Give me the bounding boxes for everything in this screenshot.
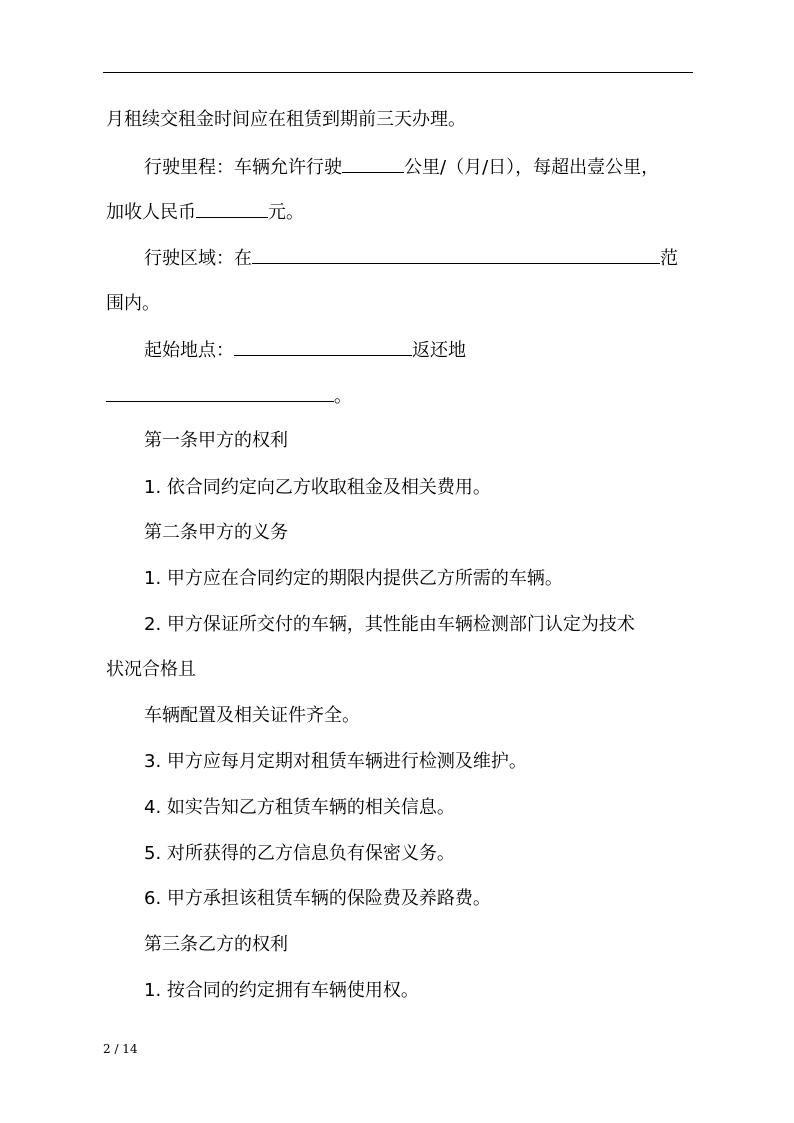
clause-item-continued (106, 659, 196, 681)
text: 第三条乙方的权利 (144, 934, 288, 955)
text: 1. 甲方应在合同约定的期限内提供乙方所需的车辆。 (144, 568, 563, 589)
paragraph-mileage-fee (106, 201, 304, 224)
text: 1. 依合同约定向乙方收取租金及相关费用。 (144, 477, 491, 498)
text: 起始地点： (144, 340, 234, 361)
paragraph-region-end (106, 293, 160, 315)
clause-item-continued (144, 705, 360, 727)
blank-return-location (106, 385, 334, 402)
clause-item (144, 888, 491, 910)
text: 返还地 (412, 340, 466, 361)
clause-item (144, 980, 419, 1002)
text: 第一条甲方的权利 (144, 430, 288, 451)
section-heading-party-a-obligations (144, 522, 288, 544)
text: 第二条甲方的义务 (144, 522, 288, 543)
clause-item (144, 568, 563, 590)
text: 公里/（月/日），每超出壹公里， (404, 157, 660, 178)
text: 2. 甲方保证所交付的车辆，其性能由车辆检测部门认定为技术 (144, 614, 635, 635)
text: 元。 (268, 202, 304, 223)
blank-region (252, 247, 660, 264)
text: 6. 甲方承担该租赁车辆的保险费及养路费。 (144, 888, 491, 909)
blank-mileage (342, 156, 404, 173)
text: 。 (334, 386, 352, 407)
text: 范 (660, 248, 678, 269)
clause-item (144, 614, 635, 636)
paragraph-return-location (106, 385, 352, 408)
text: 1. 按合同的约定拥有车辆使用权。 (144, 980, 419, 1001)
blank-start-location (234, 339, 412, 356)
section-heading-party-a-rights (144, 430, 288, 452)
text: 行驶里程：车辆允许行驶 (144, 157, 342, 178)
section-heading-party-b-rights (144, 934, 288, 956)
clause-item (144, 751, 527, 773)
page-number: 2 / 14 (103, 1042, 138, 1056)
text: 5. 对所获得的乙方信息负有保密义务。 (144, 843, 455, 864)
text: 加收人民币 (106, 202, 196, 223)
text: 状况合格且 (106, 659, 196, 680)
text: 月租续交租金时间应在租赁到期前三天办理。 (106, 109, 466, 130)
paragraph-locations (144, 339, 466, 362)
paragraph-mileage (144, 156, 659, 179)
text: 车辆配置及相关证件齐全。 (144, 705, 360, 726)
paragraph-region (144, 247, 678, 270)
text: 行驶区域：在 (144, 248, 252, 269)
blank-fee (196, 201, 268, 218)
paragraph-rent-renewal (106, 109, 466, 131)
clause-item (144, 843, 455, 865)
header-rule (103, 72, 693, 73)
text: 3. 甲方应每月定期对租赁车辆进行检测及维护。 (144, 751, 527, 772)
text: 4. 如实告知乙方租赁车辆的相关信息。 (144, 797, 455, 818)
text: 围内。 (106, 293, 160, 314)
clause-item (144, 797, 455, 819)
clause-item (144, 477, 491, 499)
